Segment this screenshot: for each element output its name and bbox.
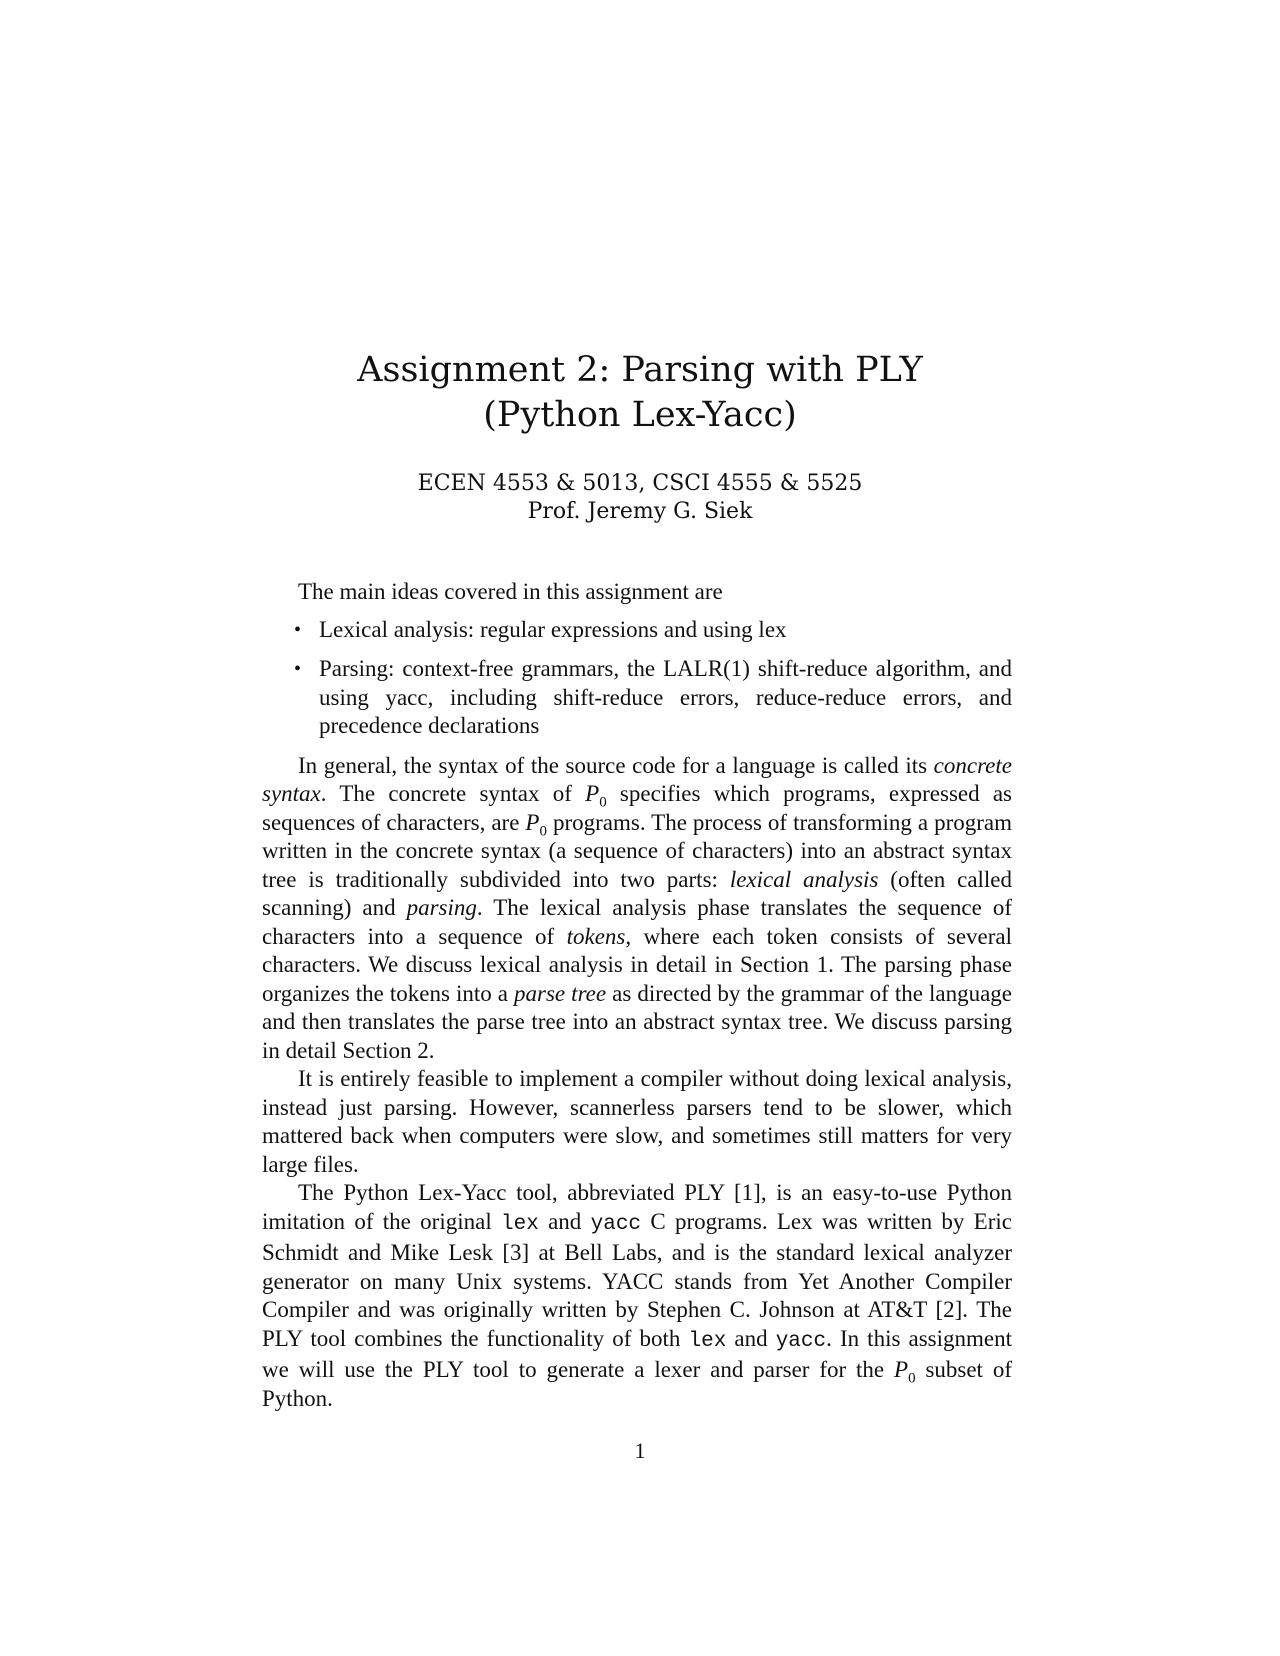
text-run: C programs. Lex was written by Eric Schmidt and Mike Lesk [3] at Bell Labs, and is the standard lexical analyzer generator on many Unix systems. YACC stands from Yet Another Compiler Compiler and was originally written by Stephen C. Johnson at AT&T [2]. The PLY tool combines the functionality of both bbox=[262, 1208, 1012, 1351]
list-item-text: Parsing: context-free grammars, the LALR(1) shift-reduce algorithm, and using yacc, including shift-reduce errors, reduce-reduce errors, and precedence declarations bbox=[319, 656, 1012, 738]
paragraph-concrete-syntax bbox=[262, 752, 1012, 1066]
bullet-icon: • bbox=[294, 618, 302, 641]
text-run: as directed by the grammar of the language and then translates the parse tree into an abstract syntax tree. We discuss parsing in detail Section 2. bbox=[262, 980, 1012, 1063]
math-subscript: 0 bbox=[599, 794, 607, 811]
term-tokens: tokens bbox=[566, 923, 626, 949]
math-p0 bbox=[585, 781, 607, 811]
math-symbol: P bbox=[525, 809, 540, 835]
text-run: and bbox=[726, 1325, 776, 1351]
term-concrete-syntax: concrete syntax bbox=[262, 752, 1012, 806]
code-lex: lex bbox=[688, 1329, 727, 1353]
bullet-icon: • bbox=[294, 658, 302, 680]
paragraph-ply bbox=[262, 1179, 1012, 1413]
term-lexical-analysis: lexical analysis bbox=[729, 866, 879, 892]
list-item-text: Lexical analysis: regular expressions and using lex bbox=[319, 616, 787, 642]
math-subscript: 0 bbox=[908, 1370, 916, 1387]
term-parse-tree: parse tree bbox=[514, 980, 607, 1006]
document-title: Assignment 2: Parsing with PLY (Python Lex-Yacc) bbox=[357, 350, 923, 435]
text-run: In general, the syntax of the source code for a language is called its bbox=[298, 752, 934, 778]
term-parsing: parsing bbox=[406, 895, 477, 920]
page-number: 1 bbox=[634, 1438, 646, 1463]
paragraph-scannerless: It is entirely feasible to implement a compiler without doing lexical analysis, instead just parsing. However, scannerless parsers tend to be slower, which mattered back when computers were slow, and sometimes still matters for very large files. bbox=[262, 1066, 1012, 1177]
instructor-line: Prof. Jeremy G. Siek bbox=[527, 499, 753, 524]
text-run: The Python Lex-Yacc tool, abbreviated PLY [1], is an easy-to-use Python imitation of the original bbox=[262, 1180, 1012, 1234]
math-subscript: 0 bbox=[539, 823, 547, 840]
text-run: . The concrete syntax of bbox=[320, 781, 586, 806]
code-yacc: yacc bbox=[775, 1329, 827, 1353]
main-ideas-list bbox=[262, 616, 1012, 741]
code-yacc: yacc bbox=[590, 1212, 642, 1236]
text-run: (often called scanning) and bbox=[262, 866, 1013, 920]
text-run: and bbox=[538, 1208, 591, 1234]
math-symbol: P bbox=[894, 1357, 909, 1382]
course-line: ECEN 4553 & 5013, CSCI 4555 & 5525 bbox=[417, 471, 863, 496]
math-p0 bbox=[894, 1357, 916, 1387]
list-item bbox=[294, 655, 1012, 741]
text-run: specifies which programs, expressed as sequences of characters, are bbox=[262, 781, 1012, 835]
document-body bbox=[262, 578, 1012, 1413]
text-run: programs. The process of transforming a program written in the concrete syntax (a sequence of characters) into an abstract syntax tree is traditionally subdivided into two parts: bbox=[262, 809, 1012, 892]
intro-sentence: The main ideas covered in this assignment are bbox=[298, 579, 723, 604]
author-block bbox=[320, 470, 960, 526]
text-run: . The lexical analysis phase translates the sequence of characters into a sequence of bbox=[262, 895, 1012, 949]
math-p0 bbox=[525, 809, 547, 840]
code-lex: lex bbox=[501, 1212, 539, 1236]
text-run: subset of Python. bbox=[262, 1357, 1012, 1411]
list-item bbox=[294, 616, 1012, 645]
text-run: , where each token consists of several characters. We discuss lexical analysis in detail in Section 1. The parsing phase organizes the tokens into a bbox=[262, 923, 1012, 1006]
math-symbol: P bbox=[585, 781, 600, 806]
text-run: . In this assignment we will use the PLY tool to generate a lexer and parser for the bbox=[262, 1325, 1012, 1382]
